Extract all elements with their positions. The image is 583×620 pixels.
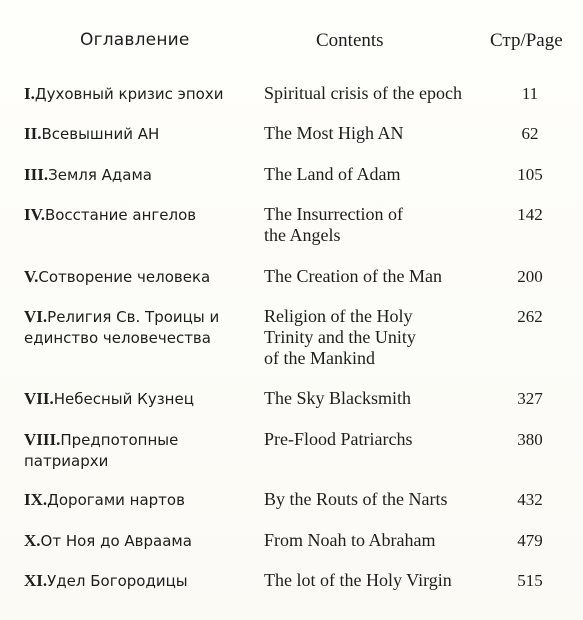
entry-number: VI. <box>24 307 48 326</box>
entry-russian-title: V.Сотворение человека <box>24 267 211 286</box>
entry-page-number: 327 <box>517 389 543 408</box>
entry-english-title: The Creation of the Man <box>264 266 442 286</box>
entry-english-title: By the Routs of the Narts <box>264 489 448 509</box>
entry-number: V. <box>24 267 39 286</box>
entry-page-number: 380 <box>517 430 543 449</box>
entry-russian-title: II.Всевышний АН <box>24 124 160 143</box>
entry-english-title: Spiritual crisis of the epoch <box>264 83 462 103</box>
entry-russian-title: VIII.Предпотопные патриархи <box>24 430 179 470</box>
entry-page-number: 200 <box>517 267 543 286</box>
entry-russian-title: X.От Ноя до Авраама <box>24 531 192 550</box>
entry-english-title: The Most High AN <box>264 123 404 143</box>
entry-english-title: Religion of the Holy Trinity and the Unity of the Mankind <box>264 306 416 368</box>
entry-number: XI. <box>24 571 48 590</box>
entry-russian-title: I.Духовный кризис эпохи <box>24 84 224 103</box>
entry-page-number: 11 <box>521 84 539 103</box>
header-russian: Оглавление <box>80 30 190 50</box>
entry-english-title: The Sky Blacksmith <box>264 388 411 408</box>
entry-number: II. <box>24 124 42 143</box>
entry-page-number: 142 <box>517 205 543 224</box>
entry-russian-title: VII.Небесный Кузнец <box>24 389 194 408</box>
entry-english-title: The lot of the Holy Virgin <box>264 570 452 590</box>
entry-russian-title: IX.Дорогами нартов <box>24 490 185 509</box>
header-page: Стр/Page <box>490 30 563 51</box>
entry-number: III. <box>24 165 49 184</box>
entry-russian-title: III.Земля Адама <box>24 165 152 184</box>
entry-russian-title: XI.Удел Богородицы <box>24 571 188 590</box>
entry-english-title: The Insurrection of the Angels <box>264 204 403 245</box>
entry-number: VIII. <box>24 430 61 449</box>
entry-page-number: 105 <box>517 165 543 184</box>
entry-number: IV. <box>24 205 45 224</box>
entry-russian-title: VI.Религия Св. Троицы и единство человечества <box>24 307 220 347</box>
entry-page-number: 479 <box>517 531 543 550</box>
entry-page-number: 432 <box>517 490 543 509</box>
entry-page-number: 262 <box>517 307 543 326</box>
entry-page-number: 515 <box>517 571 543 590</box>
entry-english-title: From Noah to Abraham <box>264 530 436 550</box>
entry-page-number: 62 <box>521 124 539 143</box>
entry-number: X. <box>24 531 41 550</box>
entry-number: IX. <box>24 490 48 509</box>
entry-english-title: The Land of Adam <box>264 164 401 184</box>
entry-russian-title: IV.Восстание ангелов <box>24 205 197 224</box>
header-english: Contents <box>316 30 384 51</box>
entry-number: I. <box>24 84 35 103</box>
entry-english-title: Pre-Flood Patriarchs <box>264 429 413 449</box>
entry-number: VII. <box>24 389 54 408</box>
